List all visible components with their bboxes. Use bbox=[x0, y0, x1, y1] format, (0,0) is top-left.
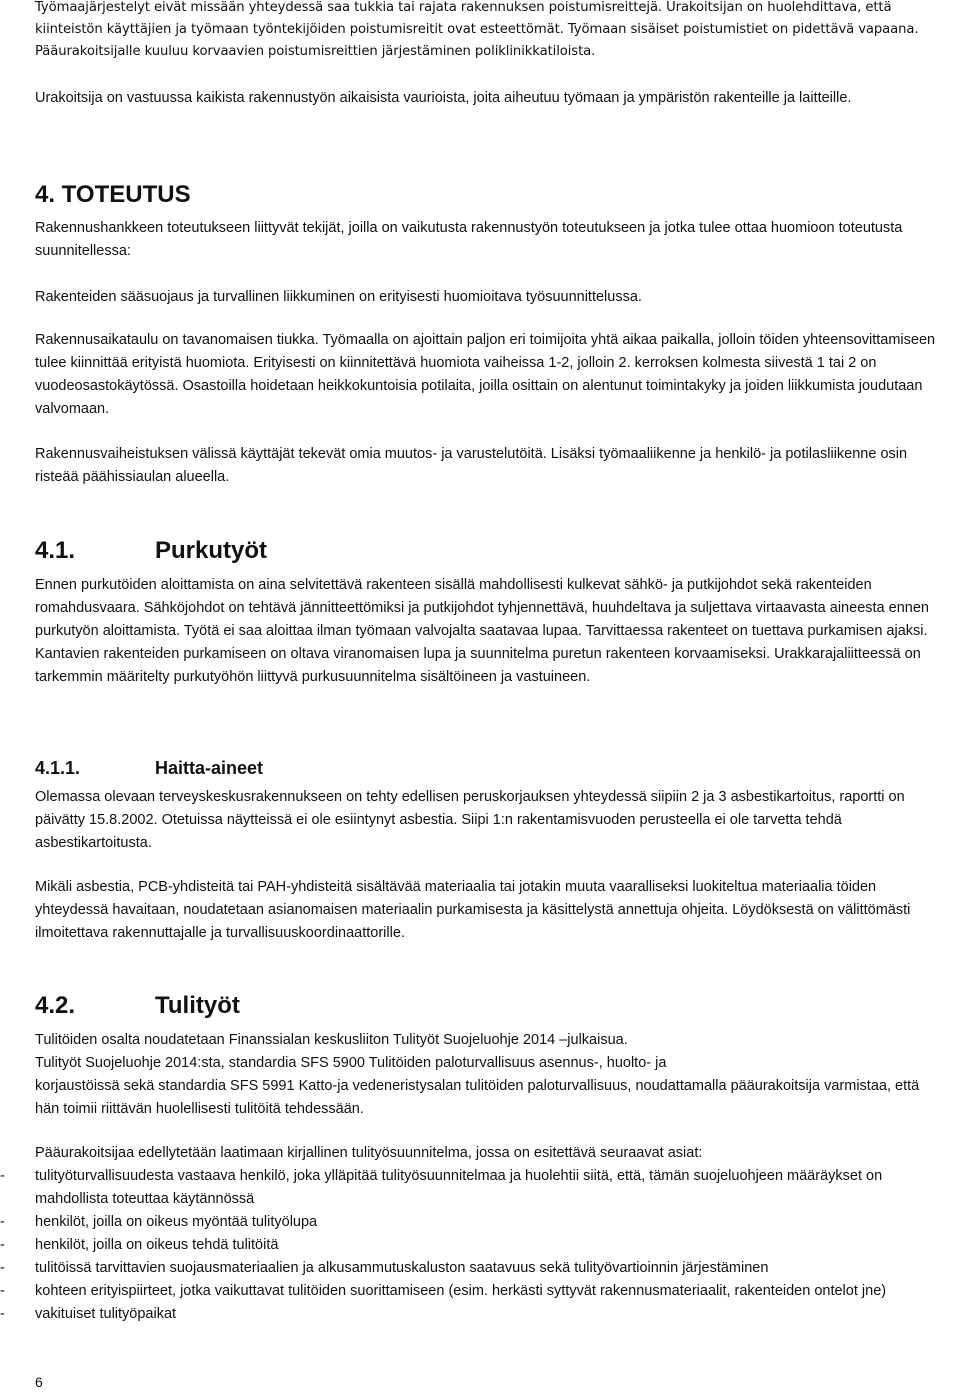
list-item-text: vakituiset tulityöpaikat bbox=[35, 1306, 177, 1322]
section-4-1-1-number: 4.1.1. bbox=[35, 758, 81, 778]
list-dash: - bbox=[0, 1260, 5, 1276]
list-item-text: tulitöissä tarvittavien suojausmateriaalien ja alkusammutuskaluston saatavuus sekä tulityövartioinnin järjestäminen bbox=[35, 1260, 769, 1276]
list-item-text: henkilöt, joilla on oikeus myöntää tulityölupa bbox=[35, 1214, 318, 1230]
list-dash: - bbox=[0, 1283, 5, 1299]
section-4-1-1-title: Haitta-aineet bbox=[155, 758, 264, 778]
section-4-heading: 4. TOTEUTUS bbox=[35, 181, 191, 208]
section-4-2-heading bbox=[35, 992, 940, 1020]
section-4-1-title: Purkutyöt bbox=[155, 537, 268, 564]
list-item bbox=[0, 1303, 940, 1326]
section-4-paragraph-2: Rakenteiden sääsuojaus ja turvallinen liikkuminen on erityisesti huomioitava työsuunnittelussa. bbox=[35, 289, 642, 305]
section-4-paragraph-3: Rakennusaikataulu on tavanomaisen tiukka. Työmaalla on ajoittain paljon eri toimijoita yhtä aikaa paikalla, jolloin töiden yhteensovittamiseen tulee kiinnittää erityistä huomiota. Erityisesti on kiinnitettävä huomiota vaiheissa 1-2, jolloin 2. kerroksen kolmesta siivestä 1 tai 2 on vuodeosastokäytössä. Osastoilla hoidetaan heikkokuntoisia potilaita, joilla osittain on alentunut toimintakyky ja joiden liikkumista joudutaan valvomaan. bbox=[35, 332, 936, 417]
list-item bbox=[0, 1234, 940, 1257]
requirements-list bbox=[0, 1165, 940, 1326]
section-4-2-line-1: Tulitöiden osalta noudatetaan Finanssialan keskusliiton Tulityöt Suojeluohje 2014 –julkaisua. bbox=[35, 1032, 628, 1048]
section-4-1-paragraph: Ennen purkutöiden aloittamista on aina selvitettävä rakenteen sisällä mahdollisesti kulkevat sähkö- ja putkijohdot sekä rakenteiden romahdusvaara. Sähköjohdot on tehtävä jännitteettömiksi ja putkijohdot tyhjennettävä, huuhdeltava ja suljettava virtaavasta aineesta ennen purkutyön aloittamista. Työtä ei saa aloittaa ilman työmaan valvojalta saatavaa lupaa. Tarvittaessa rakenteet on tuettava purkamisen ajaksi. Kantavien rakenteiden purkamiseen on oltava viranomaisen lupa ja suunnitelma puretun rakenteen korvaamiseksi. Urakkarajaliitteessä on tarkemmin määritelty purkutyöhön liittyvä purkusuunnitelma sisältöineen ja vastuineen. bbox=[35, 577, 929, 685]
section-4-1-1-paragraph-2: Mikäli asbestia, PCB-yhdisteitä tai PAH-yhdisteitä sisältävää materiaalia tai jotakin muuta vaaralliseksi luokiteltua materiaalia töiden yhteydessä havaitaan, noudatetaan asianomaisen materiaalin purkamisesta ja käsittelystä annettuja ohjeita. Löydöksestä on välittömästi ilmoitettava rakennuttajalle ja turvallisuuskoordinaattorille. bbox=[35, 879, 911, 941]
list-dash: - bbox=[0, 1168, 5, 1184]
section-4-2-title: Tulityöt bbox=[155, 992, 240, 1019]
list-dash: - bbox=[0, 1237, 5, 1253]
list-item bbox=[0, 1211, 940, 1234]
list-item bbox=[0, 1280, 940, 1303]
section-4-1-1-heading bbox=[35, 756, 940, 780]
section-4-2-line-2: Tulityöt Suojeluohje 2014:sta, standardia SFS 5900 Tulitöiden paloturvallisuus asennus-, huolto- ja bbox=[35, 1055, 667, 1071]
list-dash: - bbox=[0, 1306, 5, 1322]
list-item-text: kohteen erityispiirteet, jotka vaikuttavat tulitöiden suorittamiseen (esim. herkästi syttyvät rakennusmateriaalit, rakenteiden ontelot jne) bbox=[35, 1283, 887, 1299]
intro-text: Työmaajärjestelyt eivät missään yhteydessä saa tukkia tai rajata rakennuksen poistumisreittejä. Urakoitsijan on huolehdittava, että kiinteistön käyttäjien ja työmaan työntekijöiden poistumisreitit ovat esteettömät. Työmaan sisäiset poistumistiet on pidettävä vapaana. Pääurakoitsijalle kuuluu korvaavien poistumisreittien järjestäminen poliklinikkatiloista. bbox=[35, 0, 919, 59]
page-number: 6 bbox=[35, 1374, 43, 1390]
section-4-paragraph-4: Rakennusvaiheistuksen välissä käyttäjät tekevät omia muutos- ja varustelutöitä. Lisäksi työmaaliikenne ja henkilö- ja potilasliikenne osin risteää päähissiaulan alueella. bbox=[35, 446, 908, 485]
list-item bbox=[0, 1257, 940, 1280]
list-item bbox=[0, 1165, 940, 1211]
list-item-text: tulityöturvallisuudesta vastaava henkilö, joka ylläpitää tulityösuunnitelmaa ja huolehtii siitä, että, tämän suojeluohjeen määräykset on mahdollista toteuttaa käytännössä bbox=[35, 1168, 883, 1207]
section-4-2-line-3: korjaustöissä sekä standardia SFS 5991 Katto-ja vedeneristysalan tulitöiden paloturvallisuus, noudattamalla pääurakoitsija varmistaa, että hän toimii riittävän huolellisesti tulitöitä tehdessään. bbox=[35, 1078, 920, 1117]
liability-paragraph bbox=[35, 87, 940, 110]
section-4-2-list-intro: Pääurakoitsijaa edellytetään laatimaan kirjallinen tulityösuunnitelma, jossa on esitettävä seuraavat asiat: bbox=[35, 1145, 703, 1161]
section-4-1-number: 4.1. bbox=[35, 537, 76, 564]
section-4-paragraph-1: Rakennushankkeen toteutukseen liittyvät tekijät, joilla on vaikutusta rakennustyön toteutukseen ja jotka tulee ottaa huomioon toteutusta suunnitellessa: bbox=[35, 220, 903, 259]
section-4-1-1-paragraph-1: Olemassa olevaan terveyskeskusrakennukseen on tehty edellisen peruskorjauksen yhteydessä siipiin 2 ja 3 asbestikartoitus, raportti on päivätty 15.8.2002. Otetuissa näytteissä ei ole esiintynyt asbestia. Siipi 1:n rakentamisvuoden perusteella ei ole tarvetta tehdä asbestikartoitusta. bbox=[35, 789, 905, 851]
list-dash: - bbox=[0, 1214, 5, 1230]
liability-text: Urakoitsija on vastuussa kaikista rakennustyön aikaisista vaurioista, joita aiheutuu työmaan ja ympäristön rakenteille ja laitteille. bbox=[35, 90, 852, 106]
list-item-text: henkilöt, joilla on oikeus tehdä tulitöitä bbox=[35, 1237, 279, 1253]
section-4-1-heading bbox=[35, 537, 940, 565]
intro-paragraph bbox=[35, 0, 940, 63]
section-4-2-number: 4.2. bbox=[35, 992, 76, 1019]
